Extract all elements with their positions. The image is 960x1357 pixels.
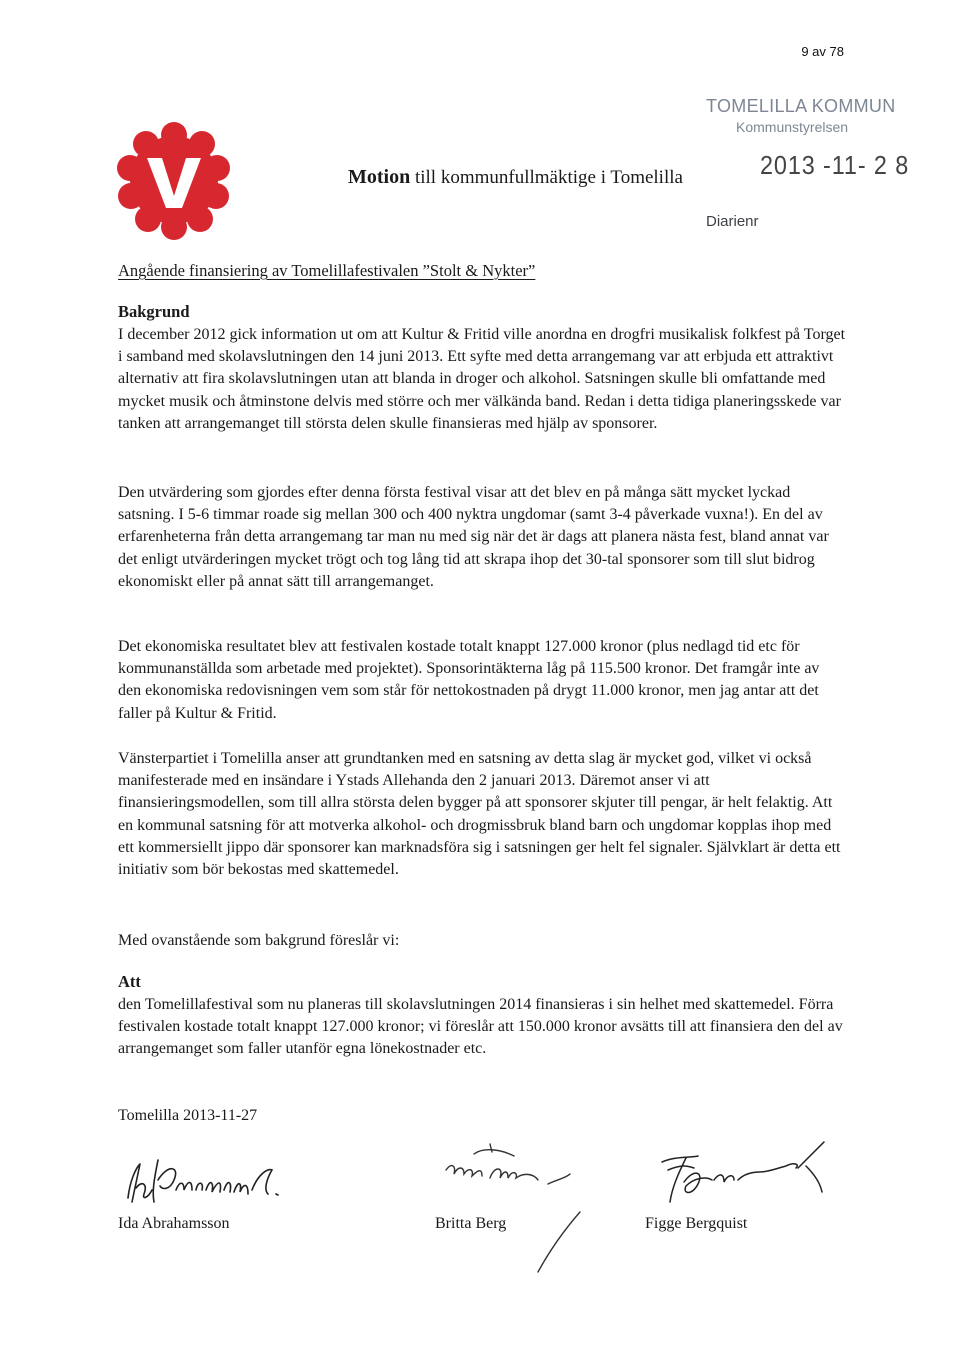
signatory-name: Britta Berg [435,1215,507,1232]
motion-title [348,166,683,189]
party-logo [117,120,232,240]
signature-britta-berg [438,1140,598,1275]
page-number: 9 av 78 [801,44,844,59]
proposal-text: den Tomelillafestival som nu planeras till skolavslutningen 2014 finansieras i sin helhet med skattemedel. Förra festivalen kostade totalt knappt 127.000 kronor; vi föreslår att 150.000 kronor avsätts till att finansiera den del av arrangemanget som faller utanför egna lönekostnader etc. [118,996,843,1058]
signature-ida-abrahamsson [118,1150,293,1212]
subject-line: Angående finansiering av Tomelillafestivalen ”Stolt & Nykter” [118,261,536,280]
stamp-organization: TOMELILLA KOMMUN [706,96,896,116]
stamp-department: Kommunstyrelsen [736,119,849,135]
stamp-date: 2013 -11- 2 8 [760,150,910,180]
place-and-date: Tomelilla 2013-11-27 [118,1107,258,1124]
signatory-name: Ida Abrahamsson [118,1215,230,1232]
motion-title-bold: Motion [348,166,411,188]
stamp-diarienr-label: Diarienr [706,213,759,230]
body-paragraph: Den utvärdering som gjordes efter denna första festival visar att det blev en på många sätt mycket lyckad satsning. I 5-6 timmar roade sig mellan 300 och 400 nyktra ungdomar (samt 3-4 påverkade vuxna!). En del av erfarenheterna från detta arrangemang tar man nu med sig när det är dags att planera nästa fest, bland annat var det enligt utvärderingen mycket trögt och tog lång tid att skrapa ihop det 30-tal sponsorer som till slut bidrog ekonomiskt eller på annat sätt till arrangemanget. [118,484,829,590]
proposal-intro: Med ovanstående som bakgrund föreslår vi: [118,932,400,949]
motion-title-rest: till kommunfullmäktige i Tomelilla [410,167,683,188]
body-paragraph: Det ekonomiska resultatet blev att festivalen kostade totalt knappt 127.000 kronor (plus nedlagd tid etc för kommunanställda som arbetade med projektet). Sponsorintäkterna låg på 115.500 kronor. Det framgår inte av den ekonomiska redovisningen vem som står för nettokostnaden på drygt 11.000 kronor, men jag antar att det faller på Kultur & Fritid. [118,638,820,722]
body-paragraph: Vänsterpartiet i Tomelilla anser att grundtanken med en satsning av detta slag är mycket god, vilket vi också manifesterade med en insändare i Ystads Allehanda den 2 januari 2013. Däremot anser vi att finansieringsmodellen, som till allra största delen bygger på att sponsorer skjuter till pengar, är helt felaktig. Att en kommunal satsning för att motverka alkohol- och drogmissbruk bland barn och ungdomar kopplas ihop med ett kommersiellt jippo där sponsorer kan marknadsföra sig i satsningen ger helt fel signaler. Självklart är detta ett initiativ som bör bekostas med skattemedel. [118,750,841,879]
signature-figge-bergquist [648,1138,828,1213]
logo-flower-icon [117,120,232,240]
signatory-name: Figge Bergquist [645,1215,748,1232]
section-heading-att: Att [118,972,141,991]
section-heading-bakgrund: Bakgrund [118,302,190,321]
body-paragraph: I december 2012 gick information ut om att Kultur & Fritid ville anordna en drogfri musikalisk folkfest på Torget i samband med skolavslutningen den 14 juni 2013. Ett syfte med detta arrangemang var att erbjuda ett attraktivt alternativ att fira skolavslutningen utan att blanda in droger och alkohol. Satsningen skulle bli omfattande med mycket musik och åtminstone delvis med större och mer välkända band. Redan i detta tidiga planeringsskede var tanken att arrangemanget till största delen skulle finansieras med hjälp av sponsorer. [118,326,846,432]
